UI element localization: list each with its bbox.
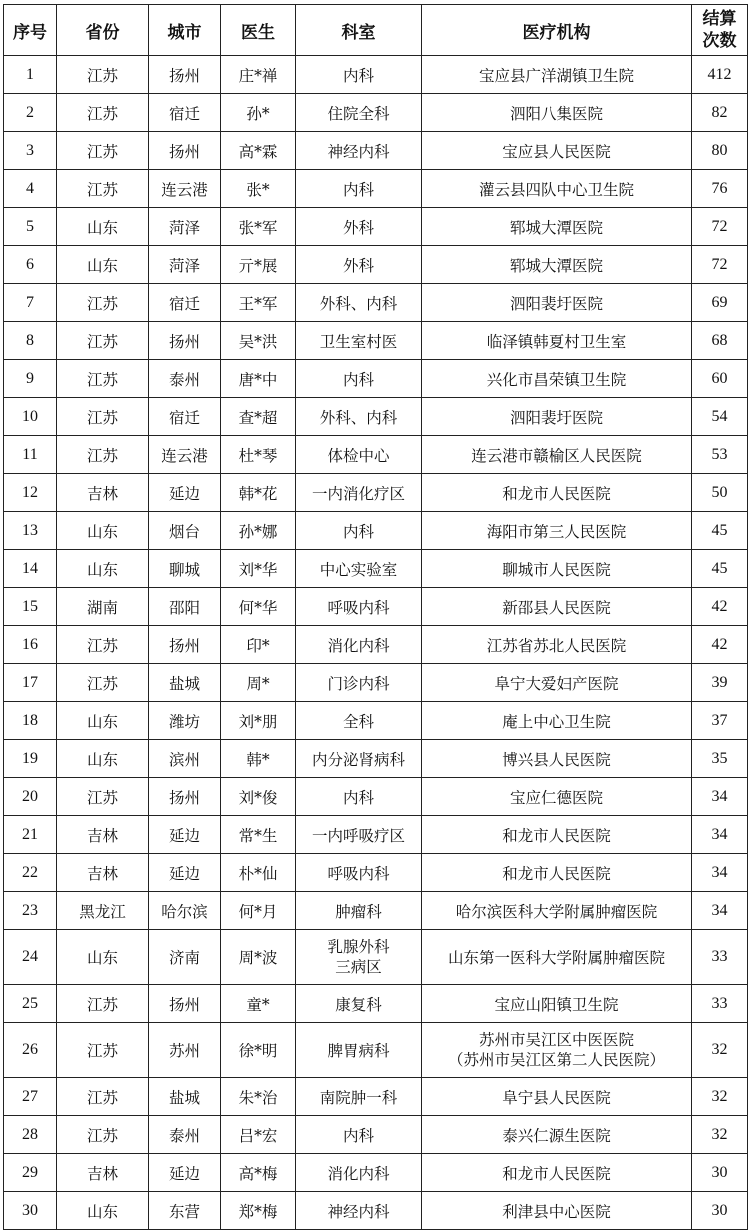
cell-institution: 临泽镇韩夏村卫生室 xyxy=(422,322,692,360)
cell-province: 吉林 xyxy=(57,474,149,512)
cell-province: 江苏 xyxy=(57,1116,149,1154)
cell-doctor: 张*军 xyxy=(221,208,296,246)
table-row xyxy=(4,56,748,94)
cell-count: 39 xyxy=(692,664,748,702)
cell-province: 江苏 xyxy=(57,322,149,360)
cell-doctor: 何*华 xyxy=(221,588,296,626)
cell-doctor: 庄*禅 xyxy=(221,56,296,94)
cell-city: 菏泽 xyxy=(149,246,221,284)
cell-province: 山东 xyxy=(57,550,149,588)
cell-department: 一内呼吸疗区 xyxy=(296,816,422,854)
cell-count: 32 xyxy=(692,1023,748,1078)
cell-department: 脾胃病科 xyxy=(296,1023,422,1078)
table-row xyxy=(4,1078,748,1116)
cell-doctor: 童* xyxy=(221,985,296,1023)
cell-index: 24 xyxy=(4,930,57,985)
table-row xyxy=(4,208,748,246)
header-row xyxy=(4,5,748,56)
cell-province: 山东 xyxy=(57,246,149,284)
cell-index: 4 xyxy=(4,170,57,208)
cell-index: 7 xyxy=(4,284,57,322)
table-row xyxy=(4,930,748,985)
cell-city: 延边 xyxy=(149,854,221,892)
cell-province: 山东 xyxy=(57,702,149,740)
cell-province: 江苏 xyxy=(57,778,149,816)
cell-doctor: 周*波 xyxy=(221,930,296,985)
cell-province: 山东 xyxy=(57,1192,149,1230)
table-row xyxy=(4,664,748,702)
cell-department xyxy=(296,930,422,985)
cell-department: 内科 xyxy=(296,512,422,550)
cell-count: 34 xyxy=(692,892,748,930)
cell-city: 宿迁 xyxy=(149,284,221,322)
cell-doctor: 印* xyxy=(221,626,296,664)
cell-province: 吉林 xyxy=(57,1154,149,1192)
table-row xyxy=(4,816,748,854)
cell-count: 72 xyxy=(692,246,748,284)
header-province: 省份 xyxy=(57,5,149,56)
table-row xyxy=(4,985,748,1023)
cell-department: 卫生室村医 xyxy=(296,322,422,360)
cell-city: 菏泽 xyxy=(149,208,221,246)
cell-count: 33 xyxy=(692,930,748,985)
cell-city: 哈尔滨 xyxy=(149,892,221,930)
table-row xyxy=(4,398,748,436)
cell-institution: 宝应仁德医院 xyxy=(422,778,692,816)
cell-index: 21 xyxy=(4,816,57,854)
cell-doctor: 孙*娜 xyxy=(221,512,296,550)
cell-province: 江苏 xyxy=(57,664,149,702)
cell-count: 82 xyxy=(692,94,748,132)
cell-department: 体检中心 xyxy=(296,436,422,474)
cell-count: 33 xyxy=(692,985,748,1023)
cell-doctor: 朱*治 xyxy=(221,1078,296,1116)
table-row xyxy=(4,550,748,588)
table-row xyxy=(4,588,748,626)
cell-count: 80 xyxy=(692,132,748,170)
cell-count: 34 xyxy=(692,778,748,816)
cell-count: 37 xyxy=(692,702,748,740)
cell-city: 扬州 xyxy=(149,56,221,94)
cell-index: 26 xyxy=(4,1023,57,1078)
cell-index: 20 xyxy=(4,778,57,816)
cell-institution: 郓城大潭医院 xyxy=(422,208,692,246)
cell-city: 盐城 xyxy=(149,664,221,702)
table-row xyxy=(4,1192,748,1230)
cell-count: 34 xyxy=(692,854,748,892)
cell-index: 12 xyxy=(4,474,57,512)
cell-doctor: 韩*花 xyxy=(221,474,296,512)
cell-institution: 江苏省苏北人民医院 xyxy=(422,626,692,664)
cell-count: 35 xyxy=(692,740,748,778)
cell-institution xyxy=(422,1023,692,1078)
table-row xyxy=(4,702,748,740)
cell-doctor: 查*超 xyxy=(221,398,296,436)
cell-department-line2: 三病区 xyxy=(335,958,382,976)
cell-institution: 和龙市人民医院 xyxy=(422,816,692,854)
cell-index: 19 xyxy=(4,740,57,778)
cell-province: 江苏 xyxy=(57,1023,149,1078)
cell-institution: 阜宁县人民医院 xyxy=(422,1078,692,1116)
cell-count: 34 xyxy=(692,816,748,854)
cell-doctor: 何*月 xyxy=(221,892,296,930)
cell-count: 32 xyxy=(692,1116,748,1154)
table-row xyxy=(4,94,748,132)
cell-city: 扬州 xyxy=(149,778,221,816)
cell-institution-line2: （苏州市吴江区第二人民医院） xyxy=(447,1051,665,1069)
cell-institution: 山东第一医科大学附属肿瘤医院 xyxy=(422,930,692,985)
cell-department: 内科 xyxy=(296,170,422,208)
cell-province: 山东 xyxy=(57,740,149,778)
cell-department: 呼吸内科 xyxy=(296,854,422,892)
header-count xyxy=(692,5,748,56)
cell-city: 连云港 xyxy=(149,170,221,208)
cell-department: 消化内科 xyxy=(296,626,422,664)
cell-count: 42 xyxy=(692,626,748,664)
cell-count: 30 xyxy=(692,1154,748,1192)
cell-city: 潍坊 xyxy=(149,702,221,740)
cell-city: 延边 xyxy=(149,1154,221,1192)
cell-index: 11 xyxy=(4,436,57,474)
cell-doctor: 唐*中 xyxy=(221,360,296,398)
cell-province: 山东 xyxy=(57,930,149,985)
cell-institution: 和龙市人民医院 xyxy=(422,854,692,892)
cell-province: 吉林 xyxy=(57,854,149,892)
cell-department: 内分泌肾病科 xyxy=(296,740,422,778)
cell-institution: 新邵县人民医院 xyxy=(422,588,692,626)
table-row xyxy=(4,1154,748,1192)
header-count-line2: 次数 xyxy=(702,31,737,51)
table-row xyxy=(4,322,748,360)
table-row xyxy=(4,854,748,892)
cell-doctor: 刘*朋 xyxy=(221,702,296,740)
cell-institution: 利津县中心医院 xyxy=(422,1192,692,1230)
cell-index: 22 xyxy=(4,854,57,892)
table-row xyxy=(4,474,748,512)
cell-index: 16 xyxy=(4,626,57,664)
cell-institution: 郓城大潭医院 xyxy=(422,246,692,284)
cell-index: 28 xyxy=(4,1116,57,1154)
cell-index: 17 xyxy=(4,664,57,702)
table-row xyxy=(4,892,748,930)
header-department: 科室 xyxy=(296,5,422,56)
cell-institution: 宝应山阳镇卫生院 xyxy=(422,985,692,1023)
table-body xyxy=(4,56,748,1230)
cell-city: 扬州 xyxy=(149,985,221,1023)
cell-institution: 庵上中心卫生院 xyxy=(422,702,692,740)
cell-department: 内科 xyxy=(296,778,422,816)
cell-city: 济南 xyxy=(149,930,221,985)
cell-index: 13 xyxy=(4,512,57,550)
cell-province: 江苏 xyxy=(57,360,149,398)
cell-index: 5 xyxy=(4,208,57,246)
cell-institution: 泗阳裴圩医院 xyxy=(422,284,692,322)
cell-index: 3 xyxy=(4,132,57,170)
cell-index: 8 xyxy=(4,322,57,360)
cell-doctor: 吴*洪 xyxy=(221,322,296,360)
cell-department: 全科 xyxy=(296,702,422,740)
cell-department: 神经内科 xyxy=(296,1192,422,1230)
cell-index: 27 xyxy=(4,1078,57,1116)
cell-department: 消化内科 xyxy=(296,1154,422,1192)
cell-doctor: 亓*展 xyxy=(221,246,296,284)
table-row xyxy=(4,778,748,816)
cell-index: 23 xyxy=(4,892,57,930)
cell-province: 吉林 xyxy=(57,816,149,854)
cell-count: 50 xyxy=(692,474,748,512)
cell-province: 江苏 xyxy=(57,132,149,170)
cell-city: 烟台 xyxy=(149,512,221,550)
cell-department: 一内消化疗区 xyxy=(296,474,422,512)
cell-index: 6 xyxy=(4,246,57,284)
table-row xyxy=(4,360,748,398)
cell-institution: 阜宁大爱妇产医院 xyxy=(422,664,692,702)
cell-institution-line1: 苏州市吴江区中医医院 xyxy=(478,1031,634,1049)
cell-doctor: 高*霖 xyxy=(221,132,296,170)
cell-count: 30 xyxy=(692,1192,748,1230)
cell-city: 宿迁 xyxy=(149,94,221,132)
cell-department: 外科 xyxy=(296,246,422,284)
cell-doctor: 杜*琴 xyxy=(221,436,296,474)
cell-count: 69 xyxy=(692,284,748,322)
cell-institution: 兴化市昌荣镇卫生院 xyxy=(422,360,692,398)
header-institution: 医疗机构 xyxy=(422,5,692,56)
cell-department: 门诊内科 xyxy=(296,664,422,702)
cell-doctor: 韩* xyxy=(221,740,296,778)
cell-doctor: 朴*仙 xyxy=(221,854,296,892)
cell-index: 18 xyxy=(4,702,57,740)
cell-count: 45 xyxy=(692,550,748,588)
cell-count: 32 xyxy=(692,1078,748,1116)
settlement-table xyxy=(3,4,748,1230)
cell-doctor: 郑*梅 xyxy=(221,1192,296,1230)
cell-department: 康复科 xyxy=(296,985,422,1023)
cell-province: 江苏 xyxy=(57,56,149,94)
cell-city: 滨州 xyxy=(149,740,221,778)
cell-institution: 灌云县四队中心卫生院 xyxy=(422,170,692,208)
cell-count: 76 xyxy=(692,170,748,208)
cell-institution: 哈尔滨医科大学附属肿瘤医院 xyxy=(422,892,692,930)
cell-doctor: 吕*宏 xyxy=(221,1116,296,1154)
cell-index: 15 xyxy=(4,588,57,626)
cell-index: 10 xyxy=(4,398,57,436)
cell-department: 呼吸内科 xyxy=(296,588,422,626)
cell-city: 扬州 xyxy=(149,322,221,360)
cell-department: 内科 xyxy=(296,1116,422,1154)
cell-department: 中心实验室 xyxy=(296,550,422,588)
cell-institution: 博兴县人民医院 xyxy=(422,740,692,778)
cell-department: 外科 xyxy=(296,208,422,246)
cell-doctor: 周* xyxy=(221,664,296,702)
cell-count: 53 xyxy=(692,436,748,474)
cell-province: 江苏 xyxy=(57,170,149,208)
cell-doctor: 刘*俊 xyxy=(221,778,296,816)
cell-department: 肿瘤科 xyxy=(296,892,422,930)
cell-city: 聊城 xyxy=(149,550,221,588)
cell-province: 山东 xyxy=(57,512,149,550)
cell-index: 29 xyxy=(4,1154,57,1192)
cell-department: 住院全科 xyxy=(296,94,422,132)
cell-count: 42 xyxy=(692,588,748,626)
cell-doctor: 刘*华 xyxy=(221,550,296,588)
cell-city: 延边 xyxy=(149,816,221,854)
table-row xyxy=(4,436,748,474)
cell-count: 72 xyxy=(692,208,748,246)
cell-index: 1 xyxy=(4,56,57,94)
cell-province: 湖南 xyxy=(57,588,149,626)
cell-department: 内科 xyxy=(296,56,422,94)
cell-city: 邵阳 xyxy=(149,588,221,626)
header-index: 序号 xyxy=(4,5,57,56)
cell-doctor: 孙* xyxy=(221,94,296,132)
table-row xyxy=(4,170,748,208)
cell-department: 南院肿一科 xyxy=(296,1078,422,1116)
cell-index: 30 xyxy=(4,1192,57,1230)
cell-institution: 泗阳八集医院 xyxy=(422,94,692,132)
header-doctor: 医生 xyxy=(221,5,296,56)
cell-institution: 聊城市人民医院 xyxy=(422,550,692,588)
cell-institution: 泰兴仁源生医院 xyxy=(422,1116,692,1154)
cell-count: 412 xyxy=(692,56,748,94)
cell-province: 江苏 xyxy=(57,626,149,664)
table-row xyxy=(4,740,748,778)
cell-count: 60 xyxy=(692,360,748,398)
cell-city: 苏州 xyxy=(149,1023,221,1078)
cell-province: 江苏 xyxy=(57,985,149,1023)
cell-province: 山东 xyxy=(57,208,149,246)
cell-department: 外科、内科 xyxy=(296,398,422,436)
cell-institution: 连云港市赣榆区人民医院 xyxy=(422,436,692,474)
cell-count: 45 xyxy=(692,512,748,550)
cell-city: 泰州 xyxy=(149,360,221,398)
cell-institution: 泗阳裴圩医院 xyxy=(422,398,692,436)
cell-city: 连云港 xyxy=(149,436,221,474)
cell-institution: 宝应县广洋湖镇卫生院 xyxy=(422,56,692,94)
cell-institution: 海阳市第三人民医院 xyxy=(422,512,692,550)
cell-institution: 和龙市人民医院 xyxy=(422,474,692,512)
table-row xyxy=(4,132,748,170)
cell-doctor: 王*军 xyxy=(221,284,296,322)
cell-index: 2 xyxy=(4,94,57,132)
cell-province: 江苏 xyxy=(57,398,149,436)
cell-city: 延边 xyxy=(149,474,221,512)
cell-city: 盐城 xyxy=(149,1078,221,1116)
cell-doctor: 高*梅 xyxy=(221,1154,296,1192)
cell-doctor: 常*生 xyxy=(221,816,296,854)
cell-institution: 和龙市人民医院 xyxy=(422,1154,692,1192)
cell-count: 68 xyxy=(692,322,748,360)
cell-province: 江苏 xyxy=(57,284,149,322)
cell-department: 外科、内科 xyxy=(296,284,422,322)
table-row xyxy=(4,626,748,664)
table-header xyxy=(4,5,748,56)
cell-city: 扬州 xyxy=(149,132,221,170)
table-row xyxy=(4,1023,748,1078)
cell-city: 东营 xyxy=(149,1192,221,1230)
cell-index: 9 xyxy=(4,360,57,398)
cell-province: 江苏 xyxy=(57,436,149,474)
cell-department: 神经内科 xyxy=(296,132,422,170)
cell-doctor: 徐*明 xyxy=(221,1023,296,1078)
header-count-line1: 结算 xyxy=(702,9,737,29)
table-row xyxy=(4,284,748,322)
table-row xyxy=(4,1116,748,1154)
table-row xyxy=(4,512,748,550)
header-city: 城市 xyxy=(149,5,221,56)
cell-index: 25 xyxy=(4,985,57,1023)
cell-institution: 宝应县人民医院 xyxy=(422,132,692,170)
cell-department-line1: 乳腺外科 xyxy=(327,938,390,956)
table-row xyxy=(4,246,748,284)
cell-province: 江苏 xyxy=(57,1078,149,1116)
cell-index: 14 xyxy=(4,550,57,588)
cell-province: 江苏 xyxy=(57,94,149,132)
cell-city: 扬州 xyxy=(149,626,221,664)
cell-department: 内科 xyxy=(296,360,422,398)
cell-province: 黑龙江 xyxy=(57,892,149,930)
cell-count: 54 xyxy=(692,398,748,436)
cell-city: 宿迁 xyxy=(149,398,221,436)
cell-city: 泰州 xyxy=(149,1116,221,1154)
cell-doctor: 张* xyxy=(221,170,296,208)
